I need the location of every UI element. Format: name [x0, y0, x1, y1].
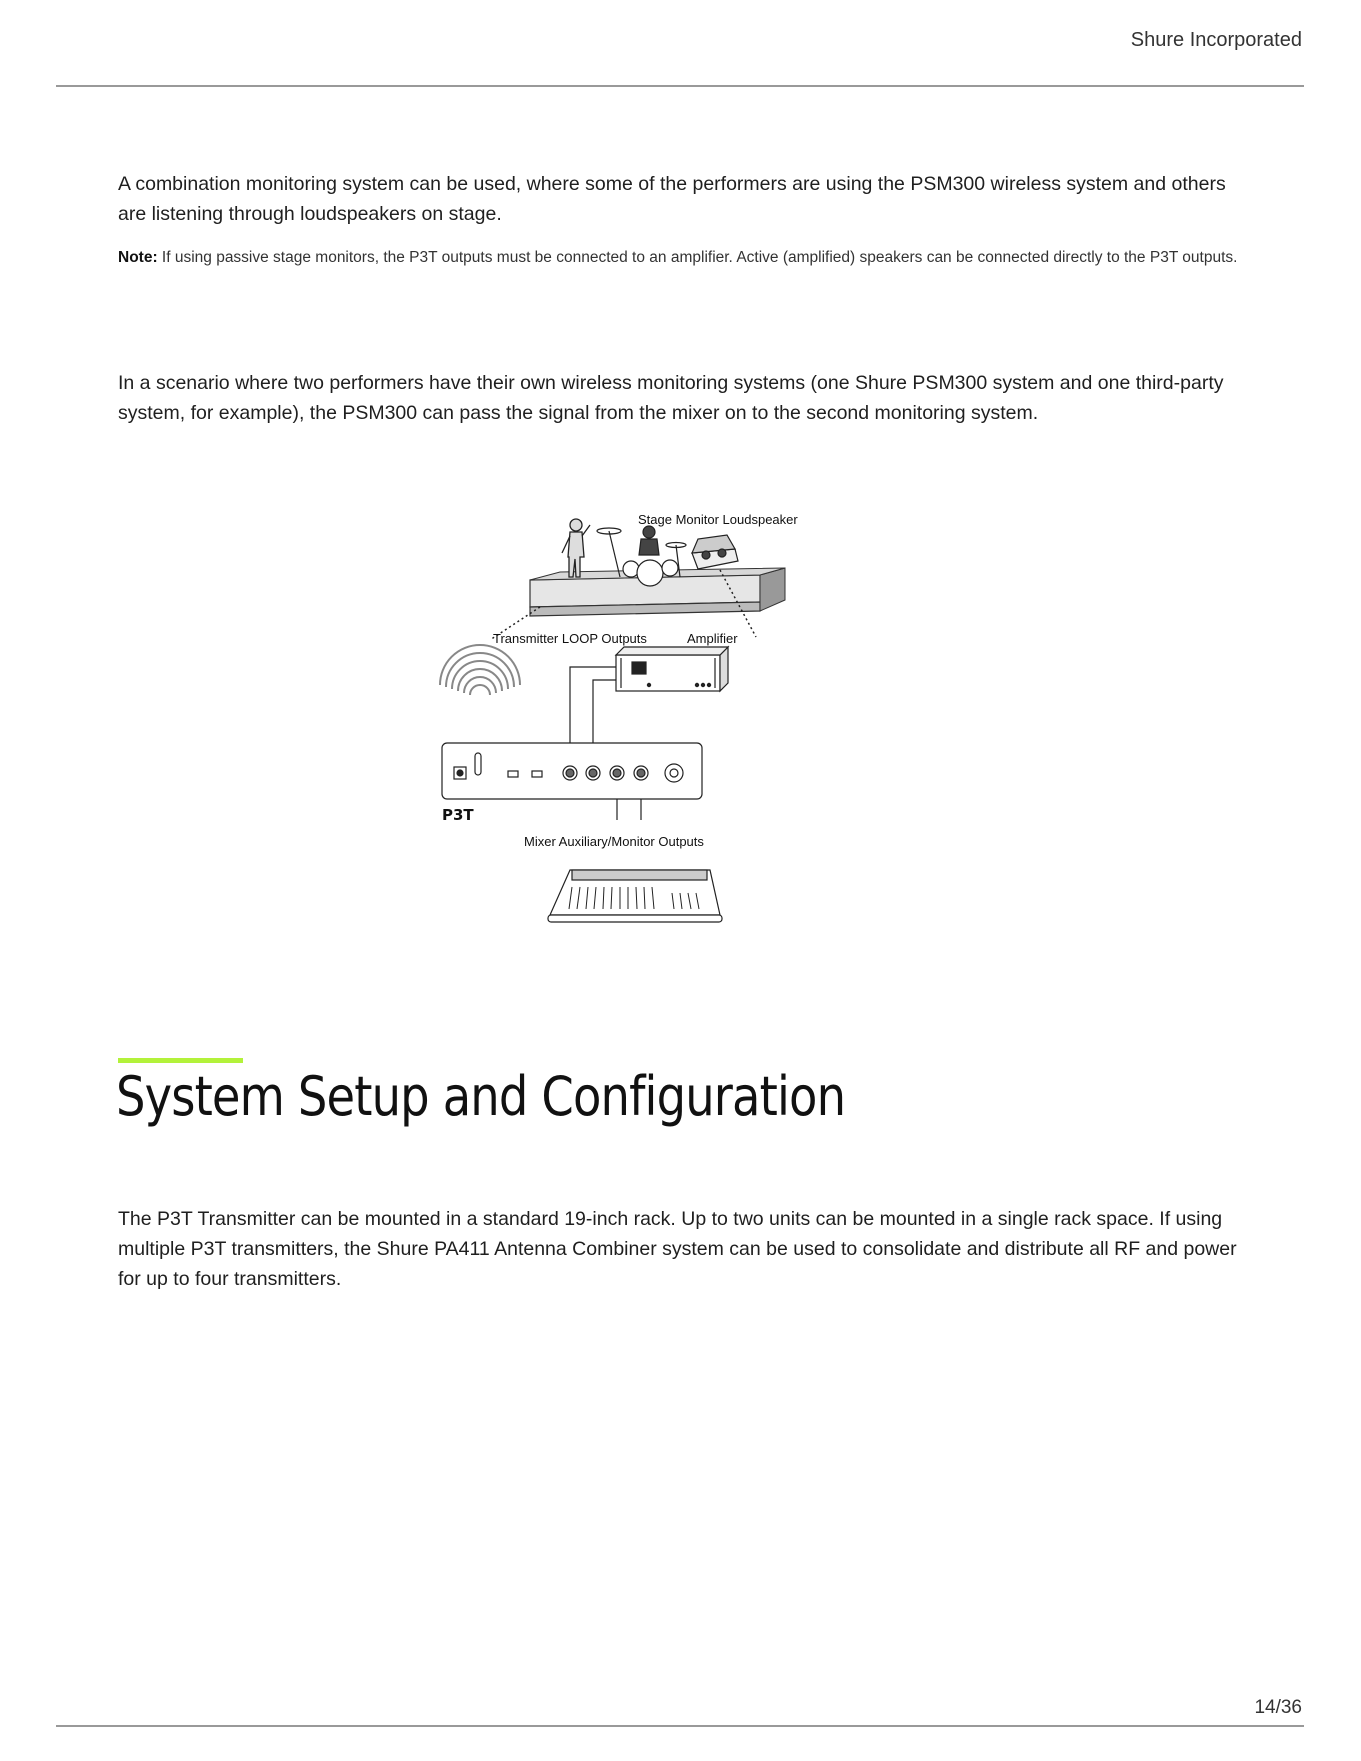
section-title: System Setup and Configuration — [116, 1065, 846, 1128]
label-p3t: P3T — [442, 806, 474, 824]
header-company-name: Shure Incorporated — [1130, 29, 1302, 51]
paragraph-combination: A combination monitoring system can be used, where some of the performers are using the PSM300 wireless system and others are listening through loudspeakers on stage. — [118, 173, 1226, 225]
p3t-transmitter — [442, 743, 702, 799]
mixer-console — [548, 870, 722, 922]
note — [118, 245, 1238, 270]
page-number: 14/36 — [1254, 1697, 1302, 1718]
singer-figure — [562, 519, 590, 577]
amplifier-unit — [616, 647, 728, 691]
monitoring-diagram — [420, 495, 940, 935]
footer-divider — [56, 1725, 1304, 1727]
label-amplifier: Amplifier — [687, 631, 738, 646]
stage-monitor-wedge — [692, 535, 738, 569]
label-stage-monitor: Stage Monitor Loudspeaker — [638, 512, 798, 527]
note-label: Note: — [118, 249, 158, 266]
header-divider — [56, 85, 1304, 87]
section-accent-bar — [118, 1058, 243, 1063]
paragraph-scenario: In a scenario where two performers have their own wireless monitoring systems (one Shure PSM300 system and one third-party system, for example), the PSM300 can pass the signal from the mixer on to the second monitoring system. — [118, 372, 1224, 424]
label-loop-outputs: Transmitter LOOP Outputs — [493, 631, 647, 646]
note-text: If using passive stage monitors, the P3T outputs must be connected to an amplifier. Active (amplified) speakers can be connected directly to the P3T outputs. — [157, 249, 1238, 266]
label-mixer: Mixer Auxiliary/Monitor Outputs — [524, 834, 704, 849]
rf-waves-icon — [440, 645, 520, 695]
paragraph-rack-mount: The P3T Transmitter can be mounted in a standard 19-inch rack. Up to two units can be mounted in a single rack space. If using multiple P3T transmitters, the Shure PA411 Antenna Combiner system can be used to consolidate and distribute all RF and power for up to four transmitters. — [118, 1208, 1237, 1290]
